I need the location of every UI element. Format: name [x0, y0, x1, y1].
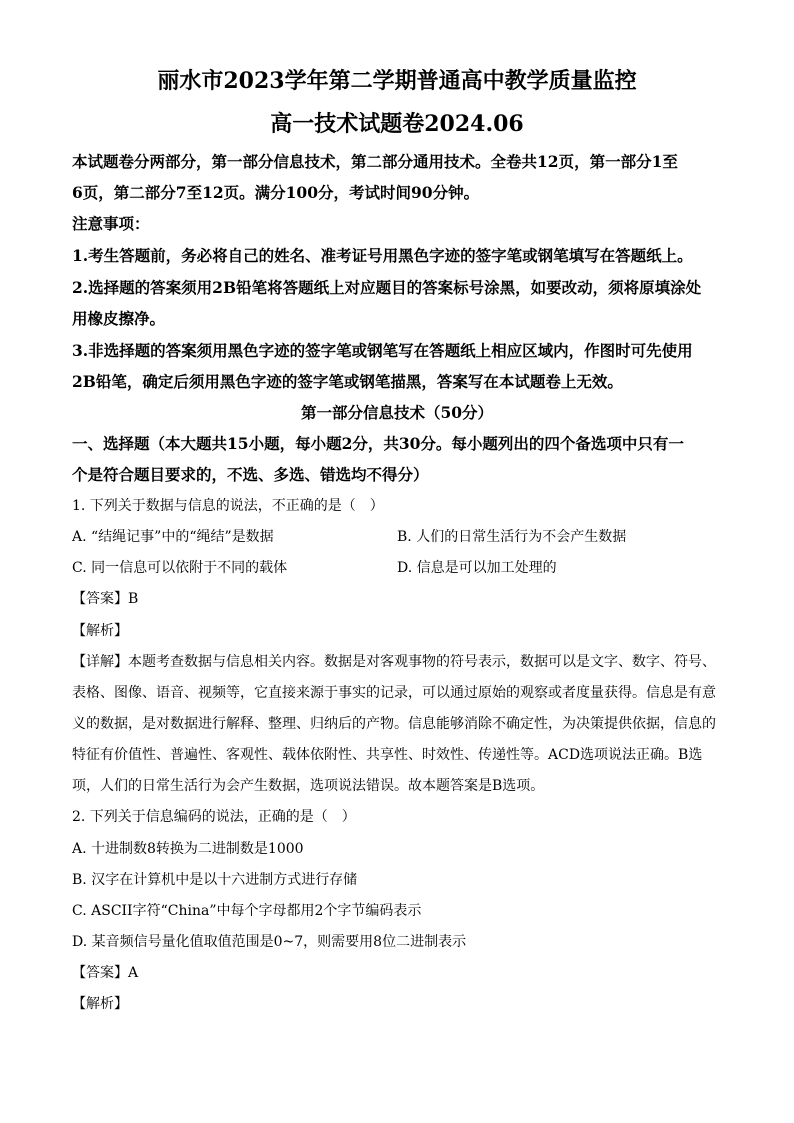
option-d: D. 某音频信号量化值取值范围是0~7，则需要用8位二进制表示	[72, 934, 467, 950]
note-item: 2B铅笔，确定后须用黑色字迹的签字笔或钢笔描黑，答案写在本试题卷上无效。	[72, 372, 623, 391]
analysis-label: 【解析】	[72, 623, 128, 639]
part-heading: 第一部分信息技术（50分）	[300, 403, 494, 422]
analysis-label: 【解析】	[72, 996, 128, 1012]
answer-label: 【答案】B	[72, 591, 139, 607]
intro-line: 本试题卷分两部分，第一部分信息技术，第二部分通用技术。全卷共12页，第一部分1至	[72, 152, 678, 171]
option-c: C. ASCII字符“China”中每个字母都用2个字节编码表示	[72, 903, 422, 919]
option-a: A. “结绳记事”中的“绳结”是数据	[72, 529, 274, 545]
section-heading: 个是符合题目要求的，不选、多选、错选均不得分）	[72, 465, 429, 484]
answer-label: 【答案】A	[72, 965, 139, 981]
option-c: C. 同一信息可以依附于不同的载体	[72, 560, 288, 576]
option-b: B. 汉字在计算机中是以十六进制方式进行存储	[72, 872, 358, 888]
detail-line: 表格、图像、语音、视频等，它直接来源于事实的记录，可以通过原始的观察或者度量获得。信息是有意	[72, 685, 716, 701]
question-stem: 1. 下列关于数据与信息的说法，不正确的是（ ）	[72, 498, 384, 514]
document-subtitle: 高一技术试题卷2024.06	[270, 111, 524, 137]
detail-line: 项，人们的日常生活行为会产生数据，选项说法错误。故本题答案是B选项。	[72, 778, 545, 794]
document-title: 丽水市2023学年第二学期普通高中教学质量监控	[157, 68, 637, 94]
notes-heading: 注意事项：	[72, 214, 150, 233]
option-b: B. 人们的日常生活行为不会产生数据	[397, 529, 627, 545]
option-a: A. 十进制数8转换为二进制数是1000	[72, 841, 304, 857]
question-stem: 2. 下列关于信息编码的说法，正确的是（ ）	[72, 809, 356, 825]
detail-line: 特征有价值性、普遍性、客观性、载体依附性、共享性、时效性、传递性等。ACD选项说法正确。B选	[72, 747, 703, 763]
detail-line: 义的数据，是对数据进行解释、整理、归纳后的产物。信息能够消除不确定性，为决策提供依据，信息的	[72, 716, 716, 732]
intro-line: 6页，第二部分7至12页。满分100分，考试时间90分钟。	[72, 183, 480, 202]
note-item: 3.非选择题的答案须用黑色字迹的签字笔或钢笔写在答题纸上相应区域内，作图时可先使用	[72, 341, 693, 360]
detail-line: 【详解】本题考查数据与信息相关内容。数据是对客观事物的符号表示，数据可以是文字、数字、符号、	[72, 654, 716, 670]
note-item: 用橡皮擦净。	[72, 309, 166, 328]
option-d: D. 信息是可以加工处理的	[397, 560, 557, 576]
note-item: 2.选择题的答案须用2B铅笔将答题纸上对应题目的答案标号涂黑，如要改动，须将原填涂处	[72, 278, 702, 297]
note-item: 1.考生答题前，务必将自己的姓名、准考证号用黑色字迹的签字笔或钢笔填写在答题纸上。	[72, 246, 693, 265]
section-heading: 一、选择题（本大题共15小题，每小题2分，共30分。每小题列出的四个备选项中只有一	[72, 434, 684, 453]
